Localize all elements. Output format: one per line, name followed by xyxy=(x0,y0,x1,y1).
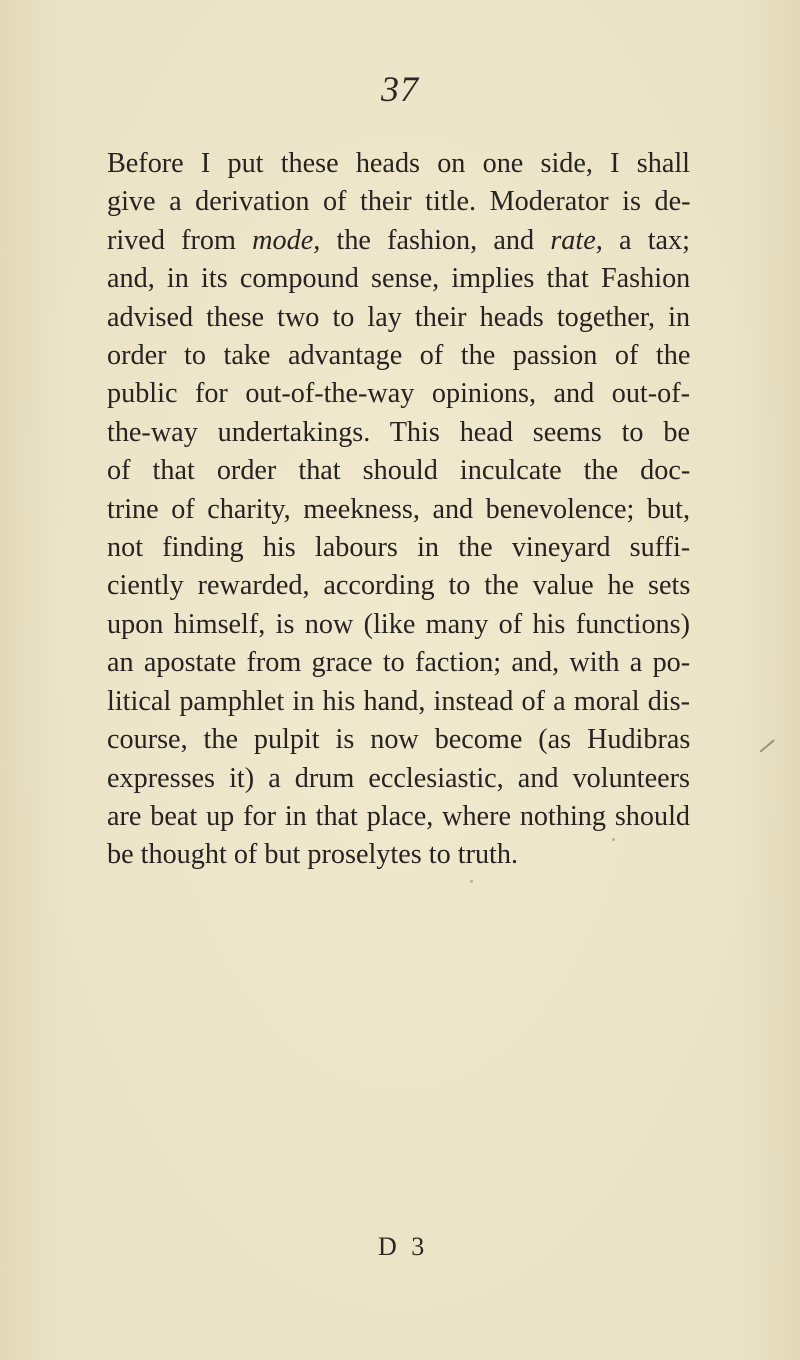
page-number: 37 xyxy=(381,69,419,109)
signature-mark: D 3 xyxy=(378,1232,429,1261)
text-line: an apostate from grace to faction; and, with a po- xyxy=(107,647,691,679)
paper-speck xyxy=(612,838,615,841)
text-line: expresses it) a drum ecclesiastic, and volunteers xyxy=(107,762,690,794)
text-line: and, in its compound sense, implies that Fashion xyxy=(107,263,691,295)
text-line: litical pamphlet in his hand, instead of a moral dis- xyxy=(107,685,691,717)
text-line: be thought of but proselytes to truth. xyxy=(107,839,519,871)
italic-word-mode: mode, xyxy=(252,224,321,256)
text-line: advised these two to lay their heads together, in xyxy=(107,301,691,333)
text-line: not finding his labours in the vineyard suffi- xyxy=(107,532,691,564)
text-line: ciently rewarded, according to the value he sets xyxy=(107,570,691,602)
text-line: are beat up for in that place, where nothing should xyxy=(107,800,690,832)
text-line: order to take advantage of the passion of the xyxy=(107,340,691,372)
text-line: trine of charity, meekness, and benevolence; but, xyxy=(107,493,690,525)
text-line: course, the pulpit is now become (as Hudibras xyxy=(107,724,691,756)
text-line: public for out-of-the-way opinions, and out-of- xyxy=(107,378,690,410)
text-line: the-way undertakings. This head seems to be xyxy=(107,416,690,448)
text-line: of that order that should inculcate the doc- xyxy=(107,455,691,487)
text-line: give a derivation of their title. Moderator is de- xyxy=(107,186,691,218)
text-line: Before I put these heads on one side, I shall xyxy=(107,148,690,179)
pencil-mark xyxy=(760,739,775,752)
body-paragraph xyxy=(107,145,690,875)
paper-speck xyxy=(470,880,473,883)
italic-word-rate: rate, xyxy=(550,224,603,256)
text-line: upon himself, is now (like many of his functions) xyxy=(107,608,690,640)
text-line: rived from mode, the fashion, and rate, a tax; xyxy=(107,224,690,256)
